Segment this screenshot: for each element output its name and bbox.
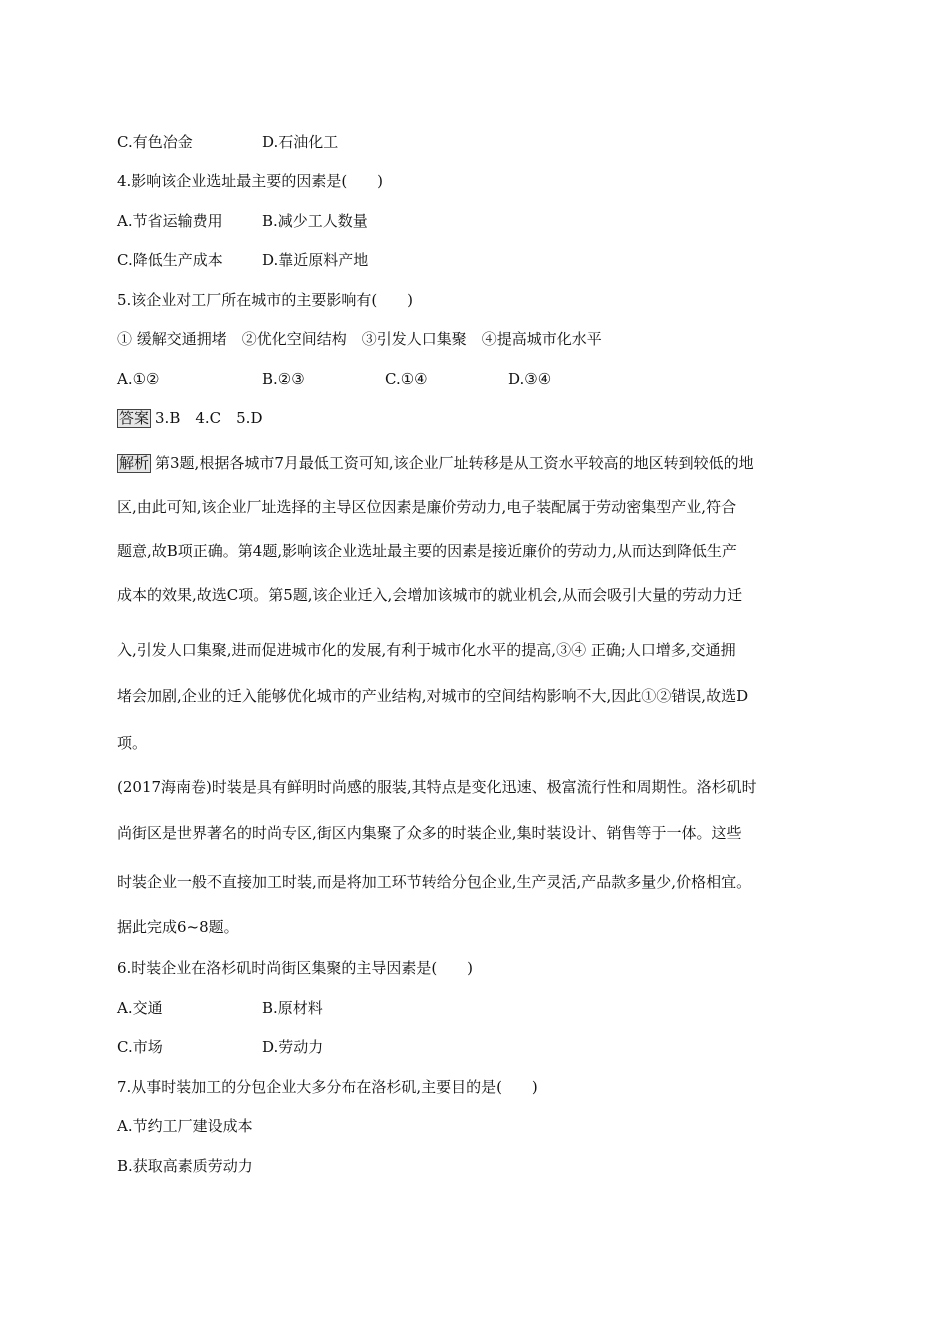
- q3-option-c: C.有色冶金: [117, 133, 193, 151]
- analysis-line-3: 题意,故B项正确。第4题,影响该企业选址最主要的因素是接近廉价的劳动力,从而达到降低生产: [117, 542, 737, 560]
- q5-option-c: C.①④: [385, 370, 428, 388]
- passage-line-1: (2017海南卷)时装是具有鲜明时尚感的服装,其特点是变化迅速、极富流行性和周期性。洛杉矶时: [117, 778, 757, 796]
- q4-option-c: C.降低生产成本: [117, 251, 223, 269]
- q4-option-d: D.靠近原料产地: [262, 251, 369, 269]
- q5-option-a: A.①②: [117, 370, 160, 388]
- q6-option-d: D.劳动力: [262, 1038, 324, 1056]
- analysis-tag: 解析: [119, 454, 150, 472]
- q6-option-b: B.原材料: [262, 999, 323, 1017]
- analysis-line-2: 区,由此可知,该企业厂址选择的主导区位因素是廉价劳动力,电子装配属于劳动密集型产业,符合: [117, 498, 737, 516]
- answer-line: [117, 408, 262, 428]
- q4-option-b: B.减少工人数量: [262, 212, 368, 230]
- q6-stem: 6.时装企业在洛杉矶时尚街区集聚的主导因素是( ): [117, 959, 474, 977]
- passage-line-4: 据此完成6~8题。: [117, 918, 239, 936]
- analysis-line-5: 入,引发人口集聚,进而促进城市化的发展,有利于城市化水平的提高,③④ 正确;人口增多,交通拥: [117, 641, 736, 659]
- analysis-text-1: 第3题,根据各城市7月最低工资可知,该企业厂址转移是从工资水平较高的地区转到较低的地: [155, 454, 754, 472]
- q7-stem: 7.从事时装加工的分包企业大多分布在洛杉矶,主要目的是( ): [117, 1078, 538, 1096]
- q5-items: ① 缓解交通拥堵 ②优化空间结构 ③引发人口集聚 ④提高城市化水平: [117, 330, 602, 348]
- q4-option-a: A.节省运输费用: [117, 212, 223, 230]
- answer-text: 3.B 4.C 5.D: [155, 409, 263, 427]
- analysis-line-1: [117, 453, 754, 473]
- analysis-line-6: 堵会加剧,企业的迁入能够优化城市的产业结构,对城市的空间结构影响不大,因此①②错误,故选D: [117, 687, 749, 705]
- answer-tag: 答案: [119, 409, 150, 427]
- q7-option-b: B.获取高素质劳动力: [117, 1157, 253, 1175]
- passage-line-3: 时装企业一般不直接加工时装,而是将加工环节转给分包企业,生产灵活,产品款多量少,价格相宜。: [117, 873, 752, 891]
- passage-line-2: 尚街区是世界著名的时尚专区,街区内集聚了众多的时装企业,集时装设计、销售等于一体。这些: [117, 824, 742, 842]
- analysis-line-7: 项。: [117, 734, 148, 752]
- q6-option-a: A.交通: [117, 999, 163, 1017]
- q3-option-d: D.石油化工: [262, 133, 339, 151]
- q7-option-a: A.节约工厂建设成本: [117, 1117, 253, 1135]
- q5-option-d: D.③④: [508, 370, 552, 388]
- q4-stem: 4.影响该企业选址最主要的因素是( ): [117, 172, 384, 190]
- q6-option-c: C.市场: [117, 1038, 163, 1056]
- analysis-line-4: 成本的效果,故选C项。第5题,该企业迁入,会增加该城市的就业机会,从而会吸引大量的劳动力迁: [117, 586, 743, 604]
- q5-stem: 5.该企业对工厂所在城市的主要影响有( ): [117, 291, 414, 309]
- q5-option-b: B.②③: [262, 370, 305, 388]
